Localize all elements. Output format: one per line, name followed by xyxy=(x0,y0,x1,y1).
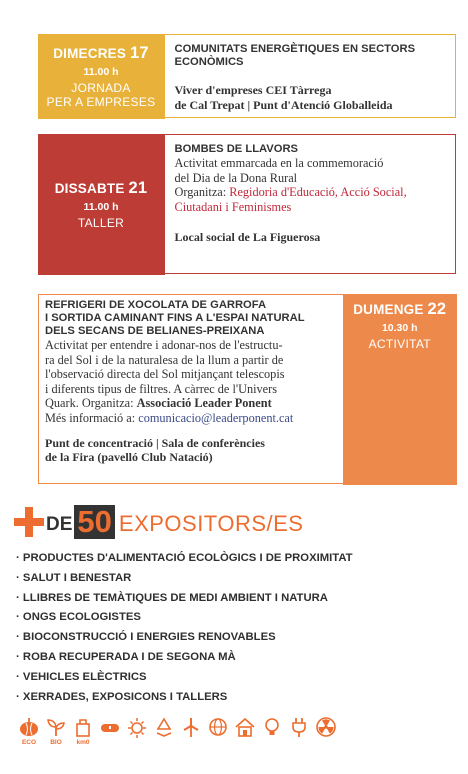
event-2-body xyxy=(165,135,456,273)
event-2-desc-line2: del Dia de la Dona Rural xyxy=(174,170,298,185)
plus-icon xyxy=(14,507,44,537)
expositors-prefix: DE xyxy=(46,514,73,535)
event-3-title-line2: I SORTIDA CAMINANT FINS A L'ESPAI NATURAL xyxy=(45,312,305,324)
pumpkin-icon xyxy=(18,716,40,738)
list-item: · SALUT I BENESTAR xyxy=(16,569,353,589)
event-1-date: 17 xyxy=(130,43,149,62)
event-3-organizer: Associació Leader Ponent xyxy=(136,396,272,411)
recycle-icon xyxy=(153,716,175,738)
list-item: · PRODUCTES D'ALIMENTACIÓ ECOLÒGICS I DE PROXIMITAT xyxy=(16,549,353,569)
event-1-type-line2: PER A EMPRESES xyxy=(46,94,156,109)
event-1-day: DIMECRES xyxy=(53,45,127,61)
event-3-day: DUMENGE xyxy=(353,301,424,317)
event-1-location-line2: de Cal Trepat | Punt d'Atenció Globalleida xyxy=(174,97,393,112)
event-2-time: 11.00 h xyxy=(83,200,119,213)
list-item: · LLIBRES DE TEMÀTIQUES DE MEDI AMBIENT I NATURA xyxy=(16,589,353,609)
event-card-2 xyxy=(38,134,456,274)
house-icon xyxy=(234,716,256,738)
event-3-title-line3: DELS SECANS DE BELIANES-PREIXANA xyxy=(45,325,265,337)
event-3-location-line2: de la Fira (pavelló Club Natació) xyxy=(45,450,213,465)
list-item: · ROBA RECUPERADA I DE SEGONA MÀ xyxy=(16,648,353,668)
eco-label: ECO xyxy=(21,739,37,746)
event-3-desc-line1: Activitat per entendre i adonar-nos de l'estructu- xyxy=(45,338,283,352)
event-1-time: 11.00 h xyxy=(83,65,119,78)
event-2-location: Local social de La Figuerosa xyxy=(174,230,321,245)
event-3-organizer-prefix: Quark. Organitza: xyxy=(45,396,137,411)
event-3-desc-line3: l'observació directa del Sol mitjançant telescopis xyxy=(45,367,285,382)
event-2-date: 21 xyxy=(128,178,148,197)
event-3-time: 10.30 h xyxy=(381,321,418,334)
globe-icon xyxy=(207,716,229,738)
event-2-organizer-prefix: Organitza: xyxy=(174,185,230,200)
event-1-title-line2: ECONÒMICS xyxy=(174,56,244,68)
bag-icon xyxy=(72,716,94,738)
event-2-day: DISSABTE xyxy=(54,180,125,196)
km0-label: km0 xyxy=(76,739,90,746)
event-3-type: ACTIVITAT xyxy=(368,336,431,351)
expositors-word: EXPOSITORS/ES xyxy=(118,511,304,536)
event-3-info-prefix: Més informació a: xyxy=(45,410,139,425)
event-2-date-badge xyxy=(38,134,165,275)
event-3-title-line1: REFRIGERI DE XOCOLATA DE GARROFA xyxy=(45,299,267,311)
event-2-type: TALLER xyxy=(77,215,125,230)
sun-icon xyxy=(126,716,148,738)
list-item: · VEHICLES ELÈCTRICS xyxy=(16,668,353,688)
event-3-body xyxy=(39,295,343,483)
event-1-body xyxy=(165,35,456,117)
event-2-organizer-line2: Ciutadani i Feminismes xyxy=(174,199,292,214)
event-3-desc-line4: i diferents tipus de filtres. A càrrec de l'Univers xyxy=(45,381,278,396)
plug-icon xyxy=(288,716,310,738)
bio-label: BIO xyxy=(50,739,62,746)
expositors-number: 50 xyxy=(74,505,114,539)
icon-row xyxy=(18,716,342,746)
goggles-icon xyxy=(99,716,121,738)
radiation-icon xyxy=(315,716,337,738)
event-3-location-line1: Punt de concentració | Sala de conferències xyxy=(45,435,265,450)
event-3-info-email[interactable]: comunicacio@leaderponent.cat xyxy=(138,410,294,425)
event-2-organizer-line1: Regidoria d'Educació, Acció Social, xyxy=(229,185,407,200)
event-card-3 xyxy=(38,294,456,484)
event-card-1 xyxy=(38,34,456,118)
event-1-location-line1: Viver d'empreses CEI Tàrrega xyxy=(174,83,332,97)
event-1-title-line1: COMUNITATS ENERGÈTIQUES EN SECTORS xyxy=(174,43,416,55)
expositors-heading xyxy=(14,500,304,544)
wind-turbine-icon xyxy=(180,716,202,738)
event-2-title: BOMBES DE LLAVORS xyxy=(174,143,298,155)
expositors-list xyxy=(16,549,353,707)
list-item: · XERRADES, EXPOSICONS I TALLERS xyxy=(16,688,353,708)
event-3-date-badge xyxy=(343,294,457,485)
event-1-type-line1: JORNADA xyxy=(71,80,131,95)
list-item: · BIOCONSTRUCCIÓ I ENERGIES RENOVABLES xyxy=(16,628,353,648)
event-2-desc-line1: Activitat emmarcada en la commemoració xyxy=(174,156,384,170)
sprout-icon xyxy=(45,716,67,738)
event-1-date-badge xyxy=(38,34,165,119)
list-item: · ONGS ECOLOGISTES xyxy=(16,608,353,628)
event-3-desc-line2: ra del Sol i de la naturalesa de la llum a partir de xyxy=(45,352,284,367)
event-3-date: 22 xyxy=(427,299,447,318)
bulb-icon xyxy=(261,716,283,738)
